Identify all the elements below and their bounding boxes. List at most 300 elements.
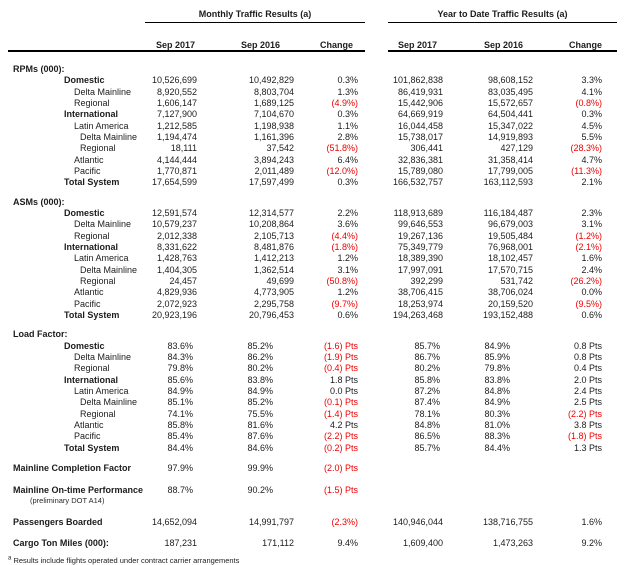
table-gap [365,341,388,352]
table-gap [365,253,388,264]
row-left-group [8,363,365,374]
row-right-group [388,341,617,352]
cell-monthly-sep2016: 10,208,864 [248,219,294,230]
table-gap [365,299,388,310]
row-left-group [8,75,365,86]
cell-monthly-change: 0.6% [337,309,358,320]
section-header: ASMs (000): [13,196,65,207]
table-gap [365,463,388,474]
row-right-group [388,208,617,219]
table-row [8,242,624,253]
cell-ytd-sep2016: 64,504,441 [487,109,533,120]
row-left-group [8,287,365,298]
table-row [8,276,624,287]
row-left-group [8,352,365,363]
table-gap [365,155,388,166]
cell-ytd-sep2017: 15,789,080 [397,165,443,176]
cell-monthly-sep2016: 2,011,489 [254,165,294,176]
metric-cargo-ton-miles-000 [8,538,624,549]
cell-monthly-change: (9.7%) [331,298,358,309]
table-gap [365,177,388,188]
cell-ytd-sep2016: 81.0% [484,419,510,430]
cell-monthly-sep2017: 88.7% [167,485,193,496]
table-row [8,386,624,397]
cell-monthly-sep2016: 1,362,514 [253,264,294,275]
cell-monthly-sep2017: 8,920,552 [156,86,197,97]
row-left-group [8,299,365,310]
row-left-group [8,219,365,230]
table-row [8,64,624,75]
cell-monthly-sep2017: 14,652,094 [151,517,197,528]
cell-monthly-sep2016: 20,796,453 [248,309,294,320]
cell-monthly-sep2017: 84.4% [167,442,193,453]
cell-ytd-sep2016: 84.9% [484,397,510,408]
cell-ytd-sep2016: 38,706,024 [487,287,533,298]
cell-ytd-change: 0.6% [581,309,602,320]
cell-monthly-sep2017: 97.9% [167,462,193,473]
cell-ytd-sep2016: 531,742 [500,275,533,286]
cell-ytd-change: (0.8%) [575,97,602,108]
table-gap [365,166,388,177]
cell-monthly-sep2016: 75.5% [247,408,273,419]
table-gap [365,363,388,374]
metric-label: Mainline Completion Factor [13,462,132,473]
row-right-group [388,132,617,143]
row-right-group [388,386,617,397]
cell-monthly-change: 4.2 Pts [329,419,358,430]
monthly-title: Monthly Traffic Results (a) [145,8,365,23]
table-gap [365,538,388,549]
row-left-group [8,98,365,109]
table-row [8,87,624,98]
row-left-group [8,538,365,549]
row-label-atlantic: Atlantic [74,287,104,298]
cell-monthly-sep2016: 1,161,396 [253,131,294,142]
table-gap [365,39,388,52]
cell-monthly-sep2016: 4,773,905 [253,287,294,298]
cell-monthly-change: (0.4) Pts [323,363,358,374]
metric-mainline-completion-factor [8,463,624,474]
row-left-group [8,87,365,98]
cell-monthly-change: 2.2% [337,207,358,218]
cell-monthly-sep2016: 37,542 [266,143,294,154]
table-gap [365,231,388,242]
table-row [8,177,624,188]
cell-ytd-sep2017: 1,609,400 [402,537,443,548]
table-row [8,253,624,264]
cell-ytd-change: 2.1% [581,177,602,188]
row-label-regional: Regional [80,143,116,154]
row-label-delta-mainline: Delta Mainline [80,264,138,275]
row-label-domestic: Domestic [64,75,105,86]
row-label-international: International [64,374,119,385]
cell-monthly-change: (1.9) Pts [323,351,358,362]
cell-ytd-sep2016: 85.9% [484,351,510,362]
cell-monthly-sep2016: 49,699 [266,275,294,286]
cell-monthly-change: (1.6) Pts [323,340,358,351]
cell-monthly-change: (4.9%) [331,97,358,108]
cell-monthly-sep2017: 1,606,147 [156,97,197,108]
cell-ytd-sep2017: 85.7% [414,340,440,351]
row-right-group [388,538,617,549]
traffic-sections [8,64,624,454]
table-gap [365,329,388,340]
cell-ytd-sep2016: 76,968,001 [487,241,533,252]
cell-ytd-sep2017: 86.7% [414,351,440,362]
cell-ytd-sep2016: 83.8% [484,374,510,385]
row-right-group [388,219,617,230]
table-row [8,143,624,154]
row-right-group [388,166,617,177]
cell-ytd-sep2017: 87.4% [414,397,440,408]
cell-ytd-sep2017: 85.7% [414,442,440,453]
cell-monthly-change: 1.3% [337,86,358,97]
table-gap [365,109,388,120]
cell-monthly-sep2017: 85.4% [167,431,193,442]
cell-ytd-change: 2.5 Pts [573,397,602,408]
cell-monthly-change: 1.1% [337,120,358,131]
row-right-group [388,121,617,132]
cell-ytd-change: 0.0% [581,287,602,298]
row-right-group [388,329,617,340]
cell-monthly-sep2016: 85.2% [247,397,273,408]
cell-ytd-change [533,463,617,474]
cell-monthly-sep2017: 83.6% [167,340,193,351]
table-row [8,352,624,363]
cell-monthly-change: 0.0 Pts [329,385,358,396]
row-left-group [8,420,365,431]
row-label-delta-mainline: Delta Mainline [74,351,132,362]
cell-ytd-sep2016: 98,608,152 [487,75,533,86]
cell-monthly-sep2016: 10,492,829 [248,75,294,86]
cell-monthly-change: (2.0) Pts [323,462,358,473]
cell-ytd-sep2017: 118,913,689 [393,207,443,218]
row-left-group [8,121,365,132]
cell-ytd-sep2016: 17,570,715 [487,264,533,275]
cell-monthly-change: 0.3% [337,109,358,120]
table-gap [365,397,388,408]
row-left-group [8,242,365,253]
cell-ytd-change: 2.4 Pts [573,385,602,396]
row-right-group [388,443,617,454]
cell-ytd-sep2017: 38,706,415 [397,287,443,298]
label-column-spacer [8,39,150,50]
row-left-group [8,329,365,340]
row-label-regional: Regional [80,408,116,419]
cell-ytd-sep2017: 86.5% [414,431,440,442]
table-gap [365,409,388,420]
cell-ytd-sep2017: 392,299 [410,275,443,286]
cell-ytd-change: (2.1%) [575,241,602,252]
section-load-factor [8,329,624,454]
cell-ytd-change: 2.4% [581,264,602,275]
row-left-group [8,397,365,408]
table-row [8,443,624,454]
row-label-latin-america: Latin America [74,253,129,264]
cell-ytd-sep2017: 84.8% [414,419,440,430]
cell-ytd-sep2016: 1,473,263 [492,537,533,548]
cell-ytd-change: (28.3%) [570,143,602,154]
cell-monthly-sep2016: 1,689,125 [253,97,294,108]
cell-ytd-sep2016: 427,129 [500,143,533,154]
cell-ytd-sep2017: 140,946,044 [392,517,443,528]
cell-monthly-sep2016: 86.2% [247,351,273,362]
cell-ytd-sep2016: 19,505,484 [487,230,533,241]
cell-monthly-change: (4.4%) [331,230,358,241]
table-row [8,208,624,219]
table-gap [365,431,388,442]
cell-monthly-change: (1.4) Pts [323,408,358,419]
cell-monthly-sep2017: 1,404,305 [156,264,197,275]
cell-monthly-sep2017: 4,829,936 [156,287,197,298]
cell-ytd-sep2016: 15,572,657 [487,97,533,108]
row-left-group [8,253,365,264]
metric-label: Passengers Boarded [13,517,103,528]
row-right-group [388,143,617,154]
row-right-group [388,517,617,528]
row-label-regional: Regional [74,97,110,108]
row-right-group [388,363,617,374]
cell-ytd-sep2016: 83,035,495 [487,86,533,97]
row-right-group [388,265,617,276]
table-gap [365,352,388,363]
cell-ytd-sep2017: 64,669,919 [397,109,443,120]
row-label-domestic: Domestic [64,207,105,218]
cell-monthly-sep2016: 90.2% [247,485,273,496]
row-right-group [388,242,617,253]
cell-monthly-sep2017: 1,770,871 [156,165,197,176]
cell-ytd-sep2016: 84.9% [484,340,510,351]
table-gap [365,310,388,321]
table-row [8,363,624,374]
row-right-group [388,287,617,298]
table-gap [365,375,388,386]
row-label-pacific: Pacific [74,165,101,176]
cell-monthly-change: 1.2% [337,253,358,264]
cell-ytd-sep2017 [388,463,443,474]
cell-monthly-sep2017: 187,231 [164,537,197,548]
table-gap [365,64,388,75]
cell-monthly-sep2017: 74.1% [167,408,193,419]
cell-ytd-sep2016 [443,485,533,496]
cell-monthly-change: (0.2) Pts [323,442,358,453]
row-right-group [388,98,617,109]
cell-ytd-sep2017 [388,485,443,496]
cell-monthly-sep2017: 85.8% [167,419,193,430]
table-gap [365,276,388,287]
row-right-group [388,197,617,208]
cell-monthly-sep2017: 84.9% [167,385,193,396]
cell-ytd-sep2016: 138,716,755 [482,517,533,528]
metric-label: Cargo Ton Miles (000): [13,537,109,548]
cell-ytd-change: 0.4 Pts [573,363,602,374]
cell-ytd-sep2017: 19,267,136 [397,230,443,241]
cell-monthly-sep2017: 12,591,574 [151,207,197,218]
row-right-group [388,87,617,98]
row-right-group [388,375,617,386]
row-right-group [388,409,617,420]
section-asms-000 [8,197,624,322]
row-right-group [388,310,617,321]
cell-ytd-sep2017: 15,442,906 [397,97,443,108]
col-header-monthly-change: Change [319,40,353,50]
table-gap [365,443,388,454]
cell-ytd-sep2017: 86,419,931 [397,86,443,97]
cell-ytd-sep2016: 84.8% [484,385,510,396]
col-header-ytd-sep2016: Sep 2016 [483,40,523,50]
table-gap [365,75,388,86]
cell-ytd-change: 3.1% [581,219,602,230]
table-row [8,397,624,408]
table-row [8,155,624,166]
cell-monthly-sep2016: 1,198,938 [253,120,294,131]
cell-ytd-sep2017: 16,044,458 [397,120,443,131]
row-label-total-system: Total System [64,442,120,453]
cell-monthly-sep2016: 1,412,213 [253,253,294,264]
cell-ytd-change: 1.6% [581,517,602,528]
cell-monthly-change: (2.2) Pts [323,431,358,442]
table-row [8,265,624,276]
row-left-group [8,197,365,208]
cell-ytd-sep2016: 17,799,005 [487,165,533,176]
row-label-regional: Regional [74,363,110,374]
metric-label: Mainline On-time Performance [13,485,144,496]
table-row [8,431,624,442]
cell-monthly-change: 1.8 Pts [329,374,358,385]
section-header: Load Factor: [13,329,68,340]
cell-monthly-sep2016: 3,894,243 [253,154,294,165]
cell-monthly-sep2016: 99.9% [247,462,273,473]
row-left-group [8,431,365,442]
cell-monthly-sep2017: 84.3% [167,351,193,362]
row-left-group [8,341,365,352]
table-gap [365,143,388,154]
row-left-group [8,443,365,454]
cell-monthly-sep2016: 87.6% [247,431,273,442]
cell-ytd-sep2017: 18,389,390 [397,253,443,264]
table-gap [365,87,388,98]
cell-ytd-change [533,485,617,496]
row-label-regional: Regional [74,230,110,241]
cell-ytd-change: (9.5%) [575,298,602,309]
row-right-group [388,231,617,242]
row-label-international: International [64,241,119,252]
cell-ytd-sep2016: 84.4% [484,442,510,453]
footnote [8,556,624,565]
cell-monthly-sep2017: 1,194,474 [156,131,197,142]
row-right-group [388,352,617,363]
cell-monthly-sep2016: 14,991,797 [248,517,294,528]
cell-monthly-change: (1.8%) [331,241,358,252]
cell-monthly-sep2016: 17,597,499 [248,177,294,188]
cell-ytd-sep2016: 18,102,457 [487,253,533,264]
cell-ytd-sep2017: 166,532,757 [392,177,443,188]
cell-monthly-sep2016: 84.6% [247,442,273,453]
table-row [8,310,624,321]
cell-ytd-sep2017: 32,836,381 [397,154,443,165]
cell-ytd-change: 9.2% [581,537,602,548]
cell-ytd-change: (1.2%) [575,230,602,241]
table-row [8,329,624,340]
row-label-latin-america: Latin America [74,120,129,131]
cell-ytd-change: 0.8 Pts [573,340,602,351]
row-left-group [8,64,365,75]
cell-monthly-sep2017: 8,331,622 [156,241,197,252]
cell-ytd-sep2016: 15,347,022 [487,120,533,131]
metric-mainline-on-time-performance [8,485,624,506]
cell-monthly-sep2017: 10,526,699 [151,75,197,86]
row-right-group [388,64,617,75]
cell-ytd-change: 5.5% [581,131,602,142]
cell-monthly-sep2017: 20,923,196 [151,309,197,320]
row-left-group [8,409,365,420]
table-row [8,121,624,132]
cell-monthly-sep2016: 12,314,577 [248,207,294,218]
cell-monthly-change: 3.6% [337,219,358,230]
table-row [8,75,624,86]
cell-monthly-change: (12.0%) [326,165,358,176]
cell-ytd-sep2017: 101,862,838 [392,75,443,86]
table-row [8,98,624,109]
row-right-group [388,155,617,166]
row-right-group [388,109,617,120]
table-row [8,463,624,474]
table-row [8,517,624,528]
row-label-delta-mainline: Delta Mainline [80,397,138,408]
table-row [8,219,624,230]
cell-ytd-sep2017: 306,441 [410,143,443,154]
row-left-group [8,463,365,474]
row-left-group [8,177,365,188]
cell-monthly-change: 2.8% [337,131,358,142]
cell-monthly-sep2016: 84.9% [247,385,273,396]
cell-ytd-change: (2.2) Pts [567,408,602,419]
row-label-total-system: Total System [64,177,120,188]
cell-ytd-change: (26.2%) [570,275,602,286]
row-right-group [388,276,617,287]
footnote-marker: a [8,555,12,562]
table-row [8,287,624,298]
cell-monthly-change: 9.4% [337,537,358,548]
cell-ytd-change: 1.3 Pts [573,442,602,453]
section-header: RPMs (000): [13,64,65,74]
cell-ytd-sep2017: 78.1% [414,408,440,419]
table-gap [365,287,388,298]
col-header-monthly-sep2017: Sep 2017 [155,40,195,50]
row-left-group [8,310,365,321]
cell-ytd-change: 4.5% [581,120,602,131]
row-label-latin-america: Latin America [74,385,129,396]
row-left-group [8,231,365,242]
table-row [8,197,624,208]
cell-ytd-change: 3.3% [581,75,602,86]
cell-ytd-sep2016: 116,184,487 [483,207,533,218]
table-gap [365,420,388,431]
row-label-delta-mainline: Delta Mainline [80,131,138,142]
cell-monthly-change: (2.3%) [331,517,358,528]
row-right-group [388,253,617,264]
cell-monthly-sep2017: 1,212,585 [156,120,197,131]
table-row [8,166,624,177]
row-label-international: International [64,109,119,120]
section-rpms-000 [8,64,624,189]
cell-ytd-sep2016: 88.3% [484,431,510,442]
table-gap [365,265,388,276]
cell-ytd-change: 0.8 Pts [573,351,602,362]
cell-monthly-sep2017: 10,579,237 [151,219,197,230]
col-header-ytd-sep2017: Sep 2017 [397,40,437,50]
cell-ytd-sep2016 [443,463,533,474]
